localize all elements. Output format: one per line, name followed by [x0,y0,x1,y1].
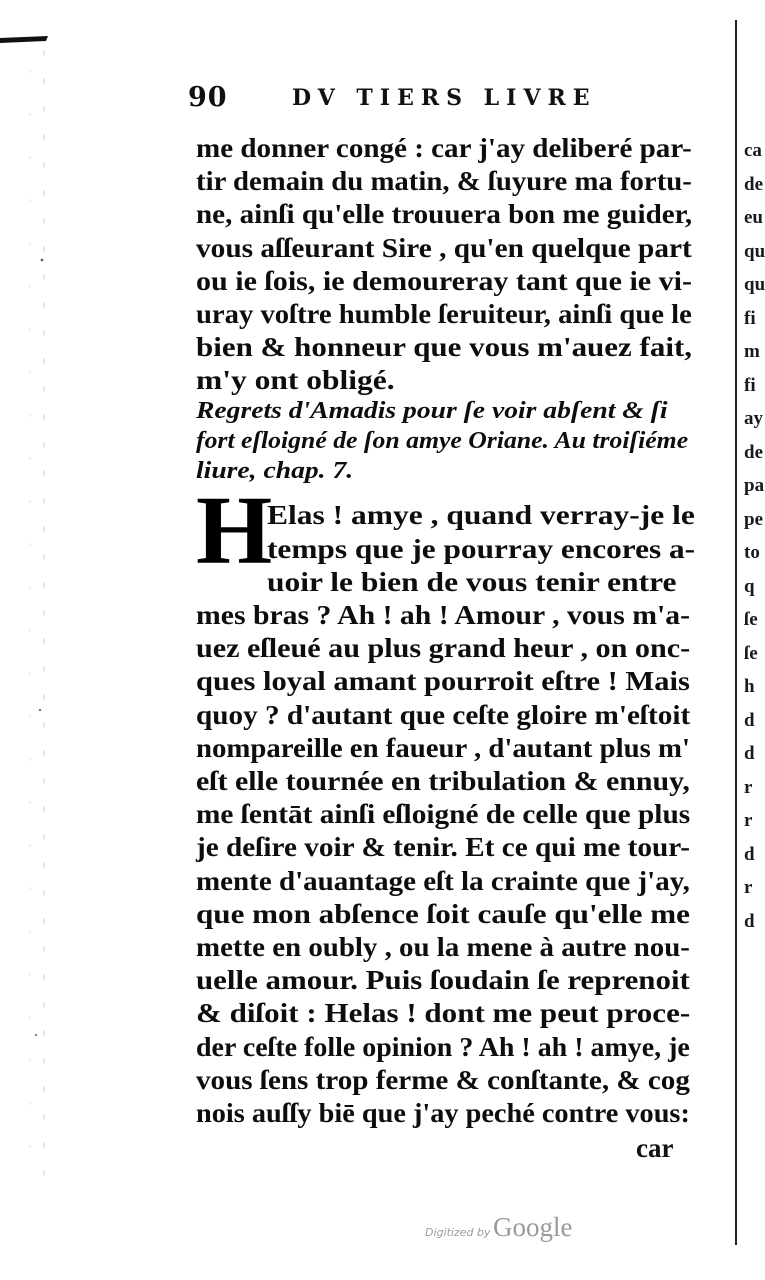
bleed-through-fragment: h [744,676,755,697]
left-margin-scan-artifacts [0,30,52,1180]
text-line: mente d'auantage eſt la crainte que j'ay, [196,865,690,896]
bleed-through-fragment: ſe [744,609,758,630]
bleed-through-fragment: q [744,575,755,597]
text-line: der ceſte folle opinion ? Ah ! ah ! amye, je [196,1031,690,1062]
text-line: temps que je pourray encores a- [267,533,696,564]
text-line: mes bras ? Ah ! ah ! Amour , vous m'a- [196,600,690,630]
running-title: DV TIERS LIVRE [292,85,597,111]
page-number: 90 [188,82,228,113]
bleed-through-fragment: de [744,441,763,463]
text-line: uelle amour. Puis ſoudain ſe reprenoit [196,965,690,996]
bleed-through-fragment: fi [744,374,756,396]
text-line: ne, ainſi qu'elle trouuera bon me guider, [196,199,693,230]
drop-cap: H [196,477,273,585]
bleed-through-fragment: de [744,173,763,195]
bleed-through-fragment: d [744,843,755,865]
bleed-through-fragment: m [744,341,760,362]
text-line: uez eſleué au plus grand heur , on onc- [196,633,691,664]
text-line: nois auſſy biē que j'ay peché contre vous: [196,1098,690,1128]
text-line: & diſoit : Helas ! dont me peut proce- [196,998,691,1029]
page-header [188,82,608,122]
text-line: eſt elle tournée en tribulation & ennuy, [196,766,690,796]
bleed-through-fragment: qu [744,240,765,262]
text-line: tir demain du matin, & ſuyure ma fortu- [196,166,692,197]
bleed-through-fragment: r [744,877,753,898]
bleed-through-fragment: to [744,542,760,563]
bleed-through-fragment: eu [744,207,763,228]
bleed-through-fragment: d [744,910,755,932]
bleed-through-fragment: d [744,743,755,764]
text-line: quoy ? d'autant que ceſte gloire m'eſtoit [196,699,691,730]
text-line: me ſentāt ainſi eſloigné de celle que plus [196,799,691,830]
text-line: uray voſtre humble ſeruiteur, ainſi que le [196,299,692,329]
text-line: je deſire voir & tenir. Et ce qui me tour- [196,832,690,863]
text-line: me donner congé : car j'ay deliberé par- [196,133,692,163]
bleed-through-fragment: fi [744,307,756,329]
text-line: ques loyal amant pourroit eſtre ! Mais [196,666,690,697]
next-page-bleed-through [736,0,763,1280]
text-line: bien & honneur que vous m'auez fait, [196,332,693,363]
bleed-through-fragment: r [744,810,753,831]
text-line: que mon abſence ſoit cauſe qu'elle me [196,898,690,929]
bleed-through-fragment: pa [744,475,765,496]
bleed-through-fragment: qu [744,274,765,295]
text-line: vous aſſeurant Sire , qu'en quelque part [196,232,692,263]
catchword: car [636,1133,674,1163]
bleed-through-fragment: ay [744,408,763,429]
text-line: Regrets d'Amadis pour ſe voir abſent & ſi [196,398,668,424]
bleed-through-fragment: r [744,776,753,798]
text-line: mette en oubly , ou la mene à autre nou- [196,932,690,962]
text-line: Elas ! amye , quand verray-je le [267,500,695,530]
text-line: liure, chap. 7. [196,458,354,484]
text-line: nompareille en faueur , d'autant plus m' [196,732,690,763]
google-logo: Google [493,1212,573,1242]
text-line: ou ie ſois, ie demoureray tant que ie vi- [196,265,693,296]
bleed-through-fragment: ca [744,140,762,161]
bleed-through-fragment: d [744,709,755,731]
bleed-through-fragment: ſe [744,642,758,664]
digitized-by-label: Digitized by [425,1226,491,1239]
digitizer-watermark [425,1212,585,1252]
text-line: fort eſloigné de ſon amye Oriane. Au troiſiéme [196,428,689,454]
text-line: vous ſens trop ferme & conſtante, & cog [196,1064,690,1095]
text-line: m'y ont obligé. [196,365,395,396]
text-line: uoir le bien de vous tenir entre [267,567,677,597]
bleed-through-fragment: pe [744,508,763,530]
